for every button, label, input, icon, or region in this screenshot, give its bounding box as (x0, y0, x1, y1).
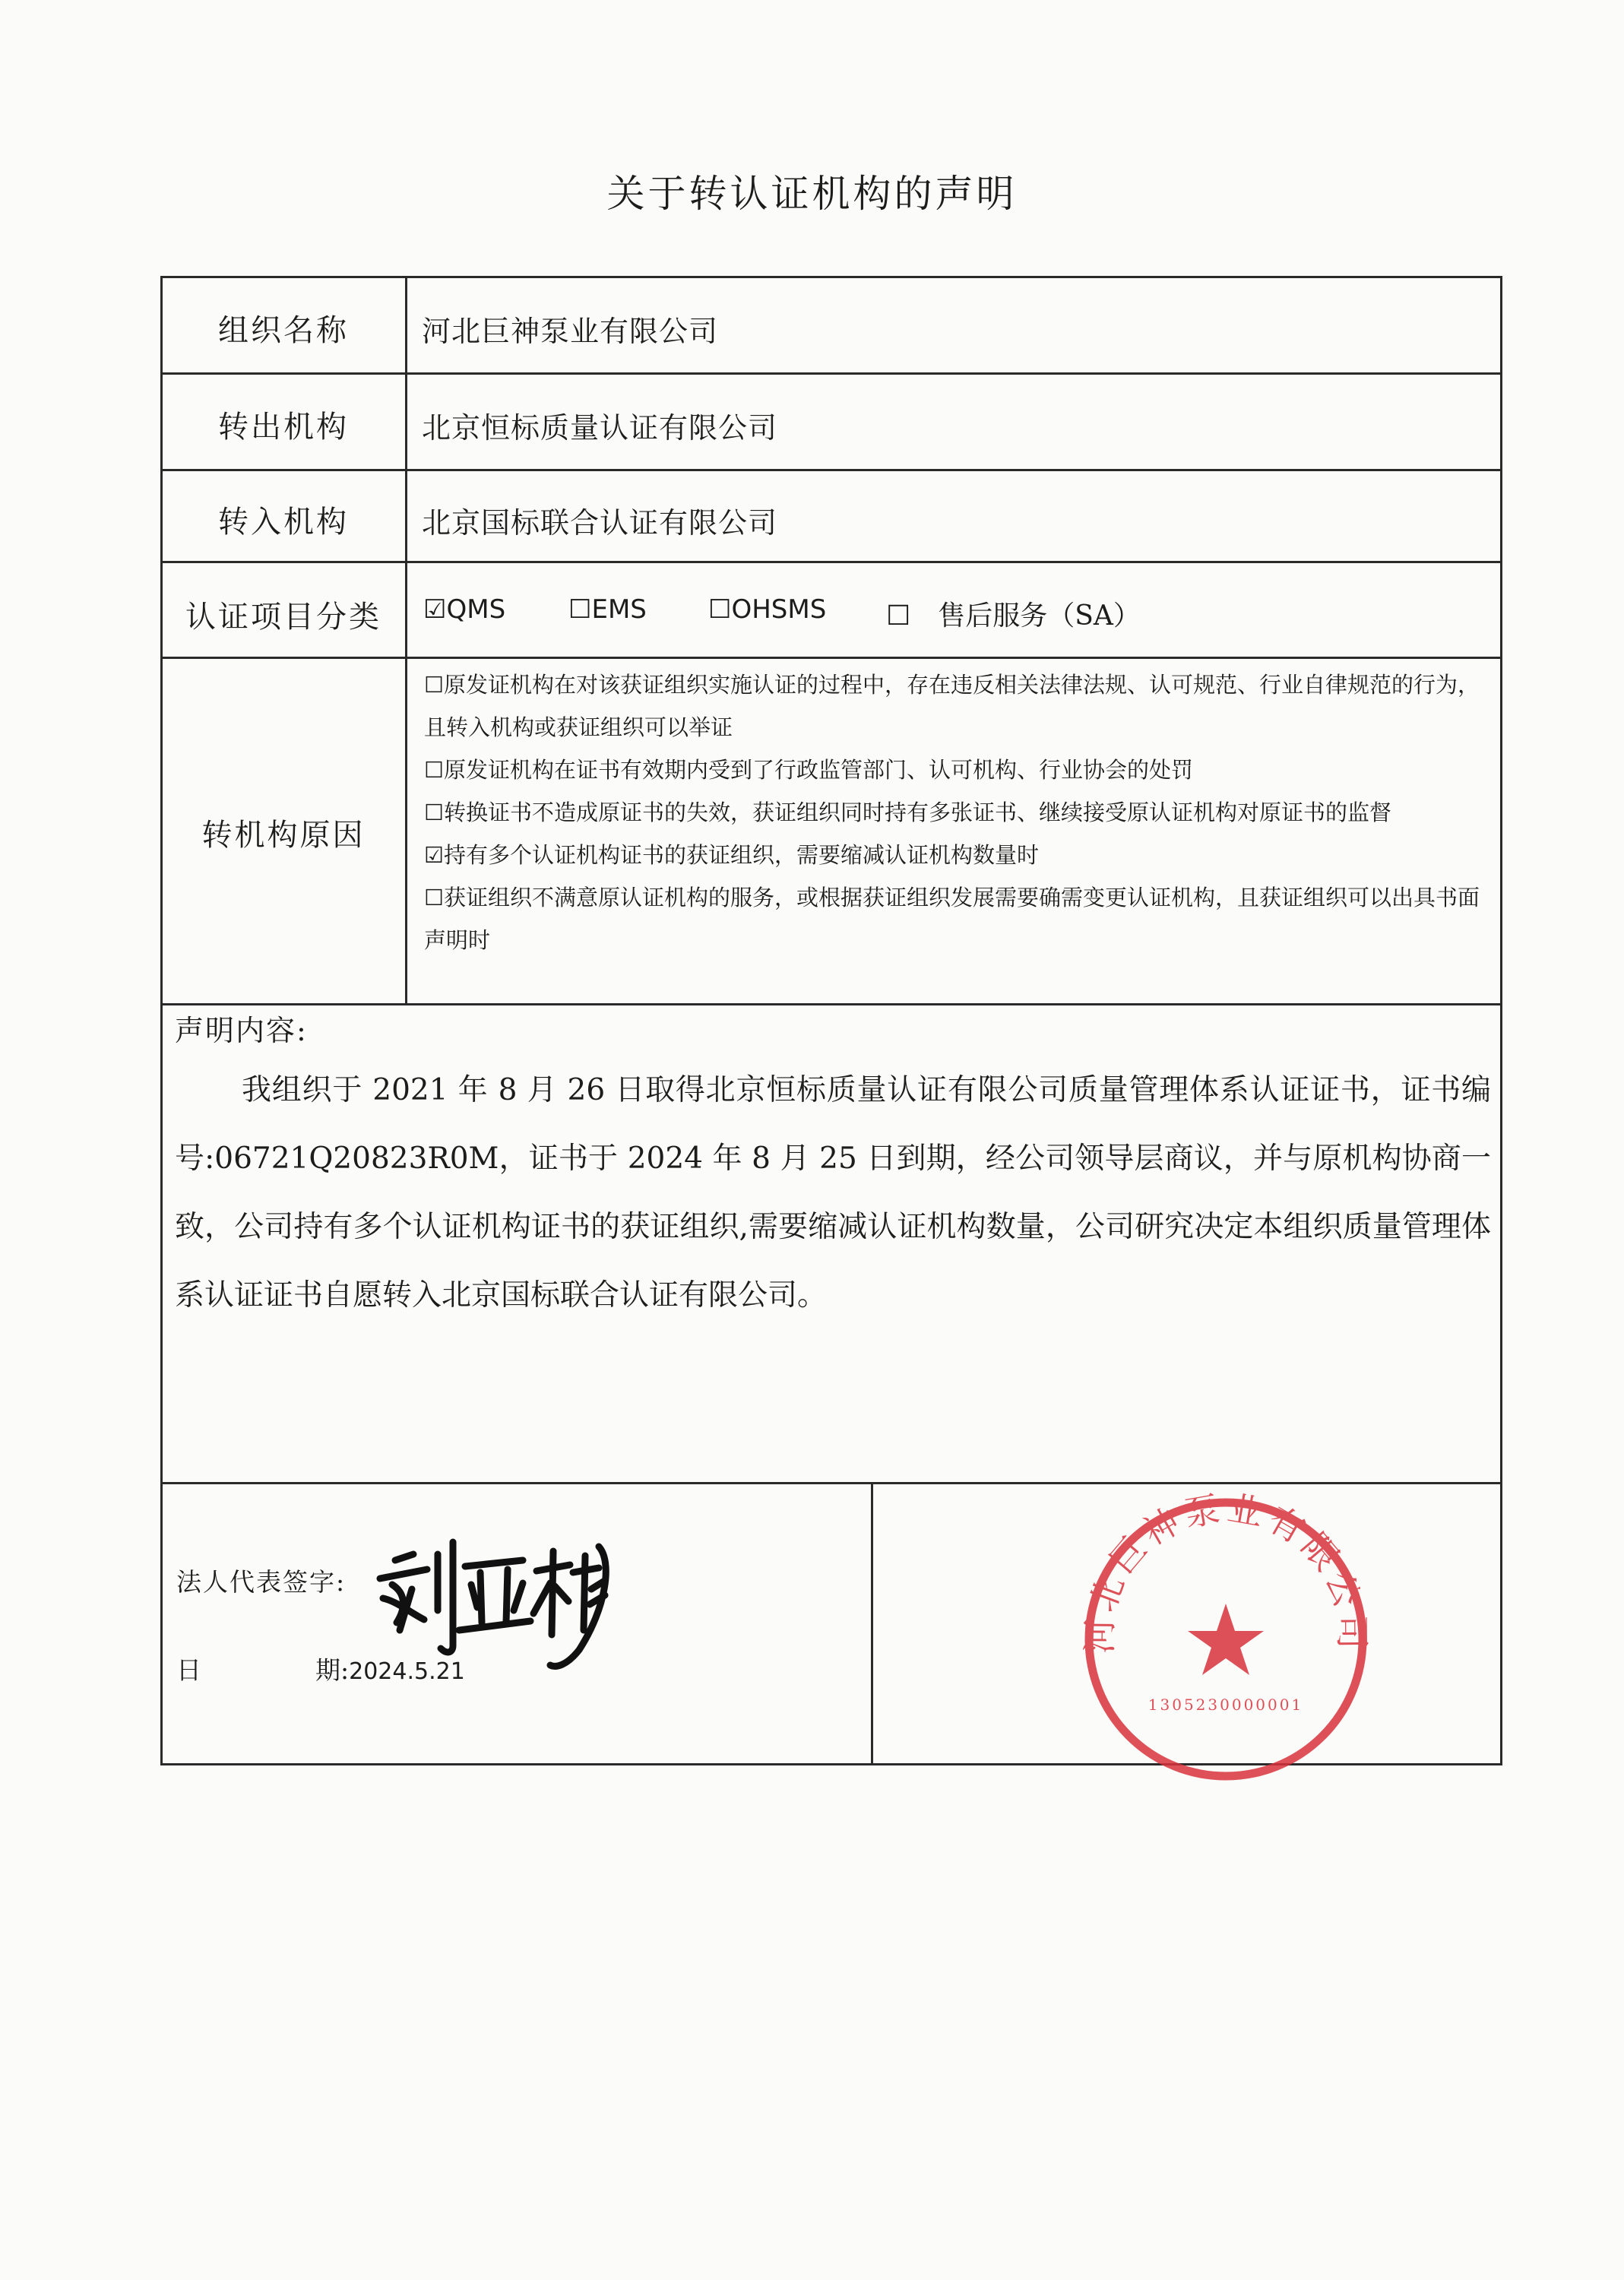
date-label-char: 日 (176, 1655, 201, 1685)
document-title: 关于转认证机构的声明 (606, 172, 1018, 216)
reason-item[interactable]: ☐获证组织不满意原认证机构的服务，或根据获证组织发展需要确需变更认证机构，且获证组织可以出具书面声明时 (424, 885, 1480, 953)
category-ohsms-checkbox[interactable]: ☐OHSMS (708, 594, 827, 625)
transfer-in-label: 转入机构 (218, 505, 349, 540)
handwritten-signature (374, 1516, 617, 1676)
company-seal (1070, 1484, 1382, 1795)
transfer-out-label: 转出机构 (218, 410, 349, 445)
reason-item[interactable]: ☐原发证机构在证书有效期内受到了行政监管部门、认可机构、行业协会的处罚 (424, 757, 1193, 783)
statement-text: 我组织于 2021 年 8 月 26 日取得北京恒标质量认证有限公司质量管理体系认证证书，证书编号:06721Q20823R0M，证书于 2024 年 8 月 25 日到期，经公司领导层商议，并与原机构协商一致，公司持有多个认证机构证书的获证组织,需要缩减认证机构数量，公司研究决定本组织质量管理体系认证证书自愿转入北京国标联合认证有限公司。 (175, 1073, 1491, 1313)
seal-star-icon (1188, 1604, 1264, 1675)
row-divider (160, 469, 1502, 471)
legal-rep-label: 法人代表签字: (176, 1567, 347, 1597)
svg-text:1305230000001: 1305230000001 (1148, 1696, 1304, 1714)
row-divider (160, 657, 1502, 659)
date-label-char: 期: (315, 1655, 350, 1685)
reason-item[interactable]: ☐原发证机构在对该获证组织实施认证的过程中，存在违反相关法律法规、认可规范、行业自律规范的行为，且转入机构或获证组织可以举证 (424, 672, 1480, 740)
seal-text: 河北巨神泵业有限公司 (1078, 1487, 1373, 1655)
category-label: 认证项目分类 (185, 600, 381, 635)
column-divider (405, 276, 407, 1005)
reason-list (424, 663, 1494, 961)
org-name-label: 组织名称 (218, 313, 349, 348)
org-name-value: 河北巨神泵业有限公司 (422, 315, 719, 348)
category-ems-checkbox[interactable]: ☐EMS (568, 594, 647, 625)
row-divider (160, 1003, 1502, 1005)
date-value: 2024.5.21 (349, 1658, 465, 1685)
row-divider (160, 561, 1502, 563)
reason-item-selected[interactable]: ☑持有多个认证机构证书的获证组织，需要缩减认证机构数量时 (424, 842, 1039, 868)
category-sa-checkbox[interactable]: ☐ 售后服务（SA） (886, 600, 1141, 632)
column-divider (871, 1482, 873, 1765)
row-divider (160, 372, 1502, 375)
reason-item[interactable]: ☐转换证书不造成原证书的失效，获证组织同时持有多张证书、继续接受原认证机构对原证书的监督 (424, 800, 1391, 825)
transfer-in-value: 北京国标联合认证有限公司 (422, 506, 778, 540)
transfer-out-value: 北京恒标质量认证有限公司 (422, 411, 778, 445)
category-qms-checkbox[interactable]: ☑QMS (423, 594, 506, 625)
reason-label: 转机构原因 (201, 818, 366, 853)
statement-label: 声明内容: (175, 1014, 308, 1047)
